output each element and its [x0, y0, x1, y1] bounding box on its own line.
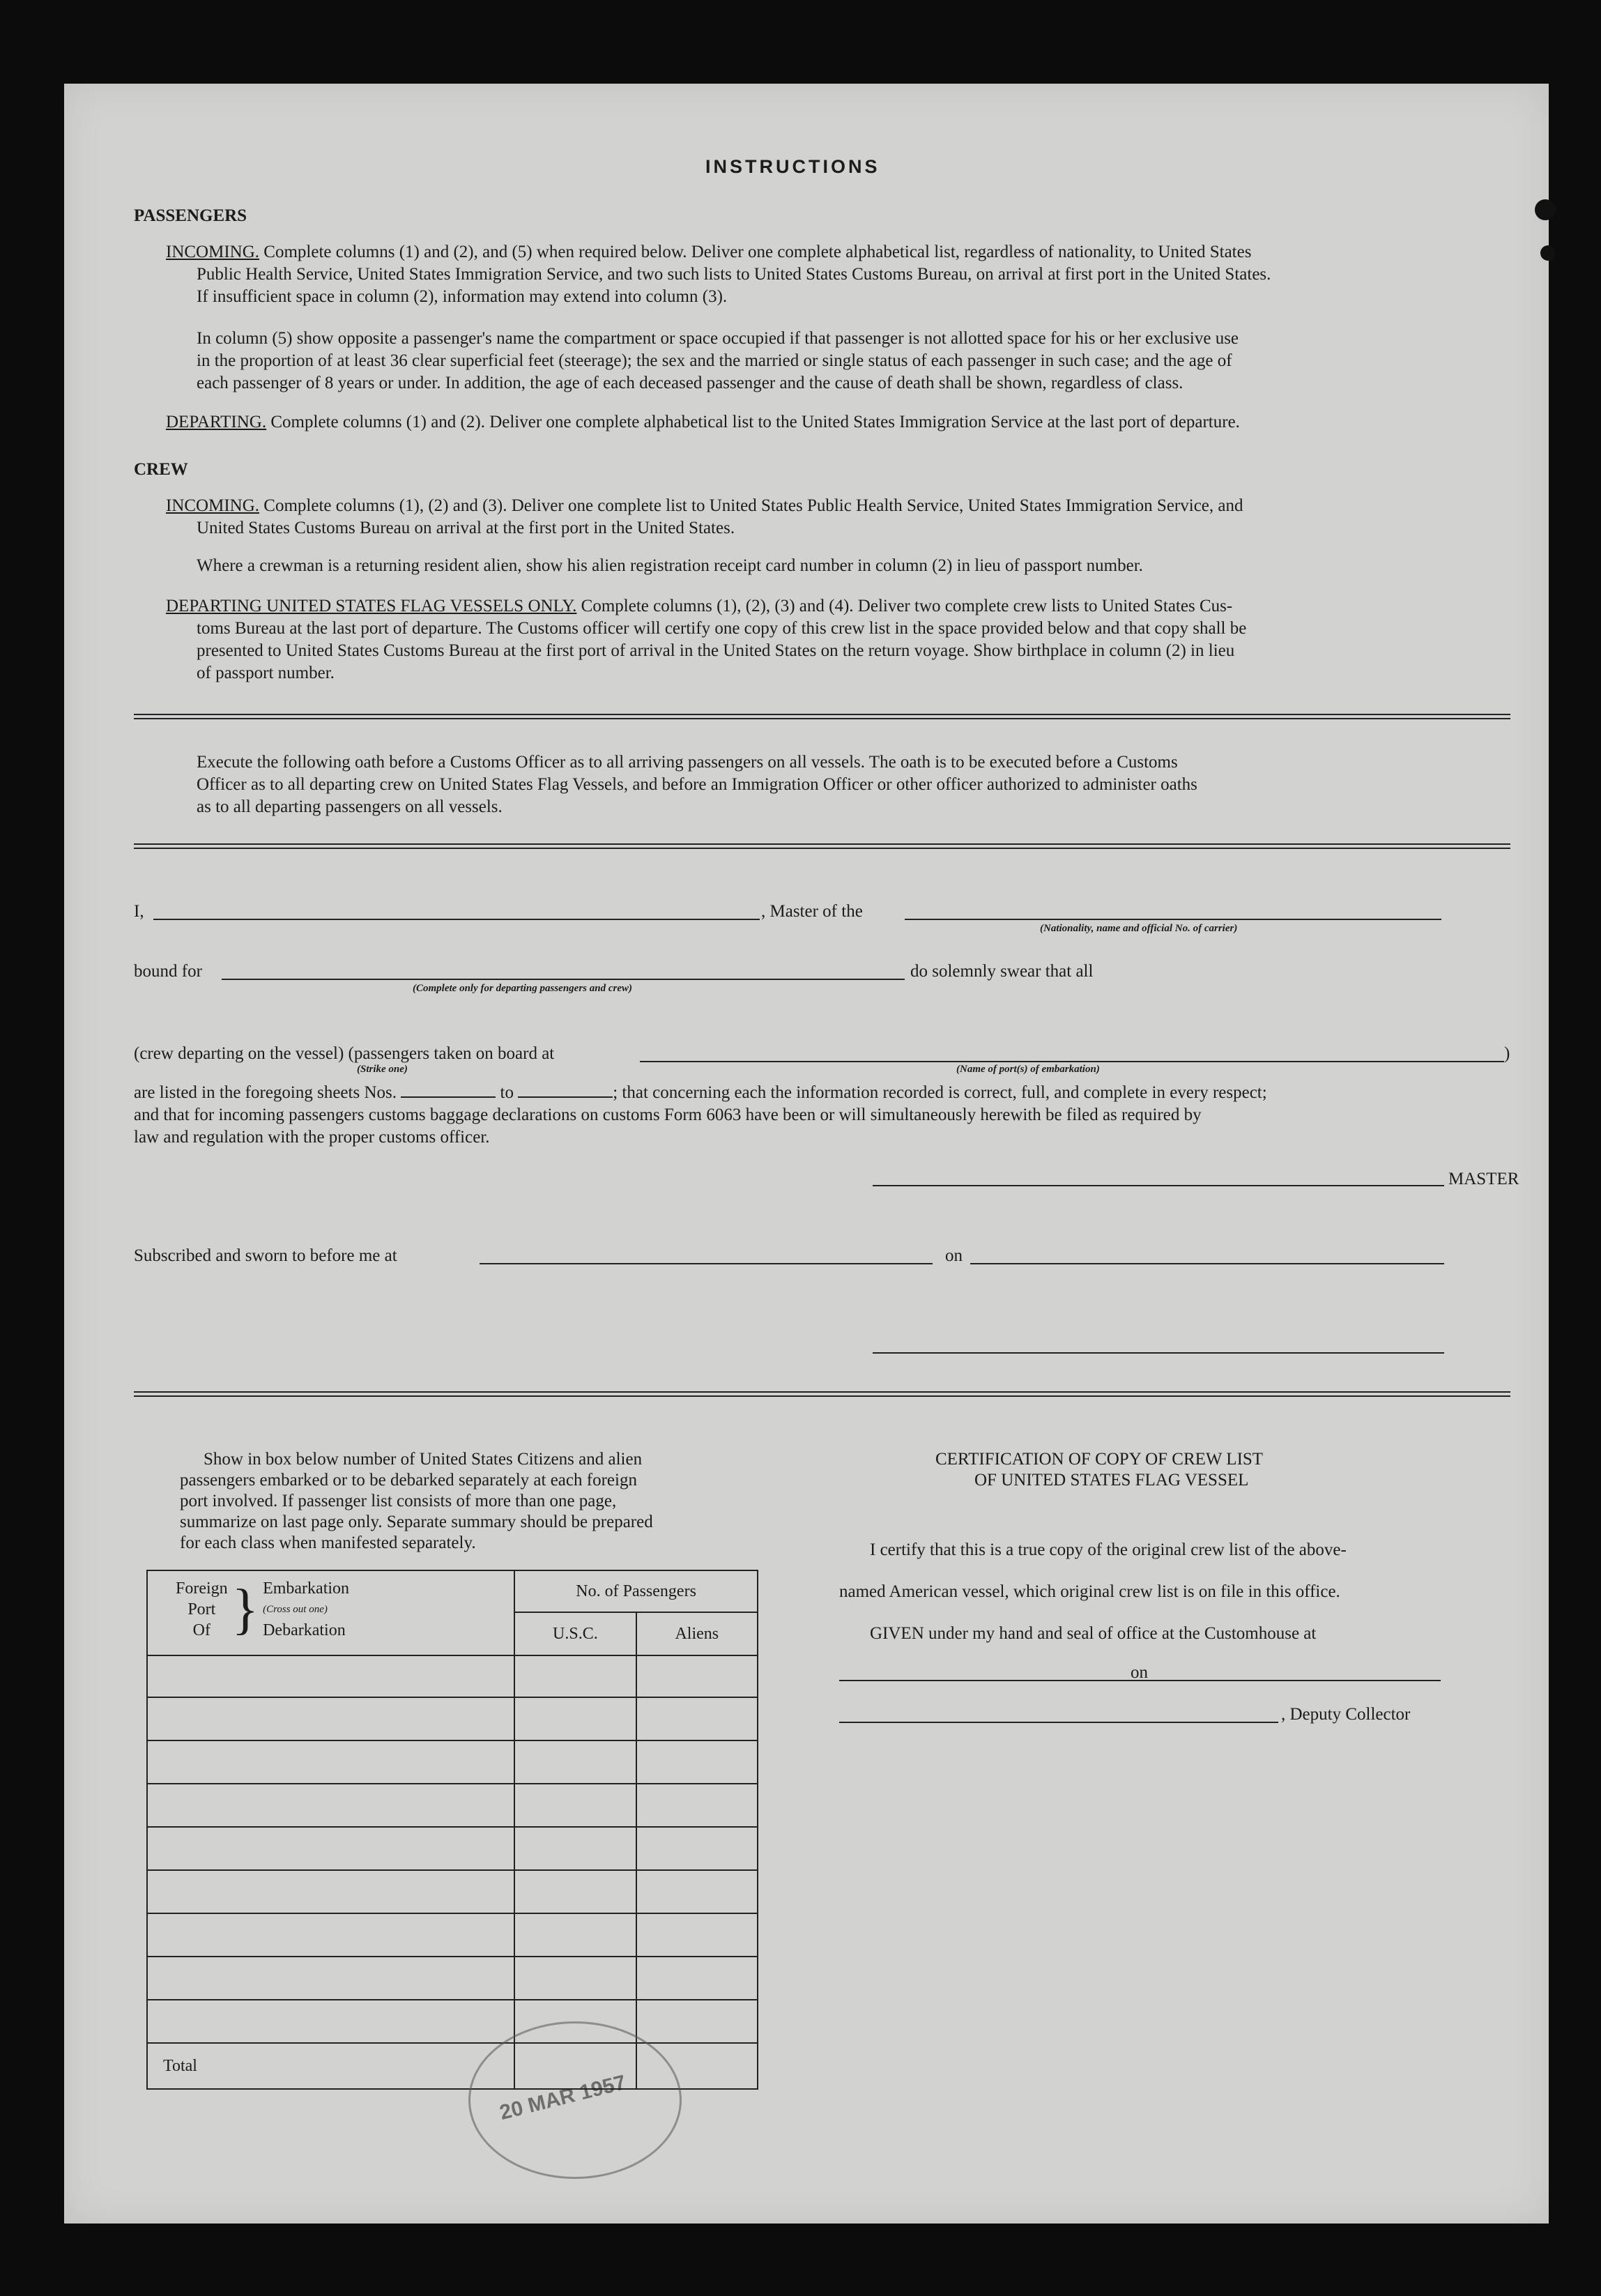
- port-cell[interactable]: [147, 1870, 514, 1913]
- debarkation-label: Debarkation: [263, 1621, 346, 1639]
- certification-on-label: on: [1131, 1663, 1148, 1682]
- divider: [134, 1391, 1510, 1393]
- divider: [134, 848, 1510, 849]
- close-paren: ): [1504, 1044, 1510, 1063]
- table-row: [147, 1870, 758, 1913]
- oath-line2: and that for incoming passengers customs baggage declarations on customs Form 6063 have been or will simultaneously herewith be filed as required by: [134, 1105, 1202, 1124]
- subscribed-place-field[interactable]: [480, 1263, 933, 1264]
- master-signature-field[interactable]: [873, 1185, 1444, 1186]
- port-cell[interactable]: [147, 1957, 514, 2000]
- of-label: Of: [192, 1621, 210, 1639]
- passengers-incoming-line3: If insufficient space in column (2), information may extend into column (3).: [197, 287, 728, 306]
- foreign-label: Foreign: [176, 1579, 228, 1598]
- certification-line1: I certify that this is a true copy of the original crew list of the above-: [870, 1540, 1347, 1559]
- divider: [134, 843, 1510, 845]
- divider: [134, 714, 1510, 715]
- brace-icon: }: [231, 1579, 259, 1640]
- usc-cell[interactable]: [514, 1827, 636, 1870]
- port-cell[interactable]: [147, 2000, 514, 2043]
- passenger-summary-table: [146, 1570, 758, 2090]
- crew-departing-line4: of passport number.: [197, 664, 335, 682]
- port-cell[interactable]: [147, 1913, 514, 1957]
- vessel-field[interactable]: [905, 919, 1441, 920]
- bound-for-field[interactable]: [222, 979, 905, 980]
- table-row: [147, 1913, 758, 1957]
- port-label: Port: [187, 1600, 216, 1618]
- certification-line2: named American vessel, which original crew list is on file in this office.: [839, 1582, 1340, 1601]
- summary-note-line5: for each class when manifested separately.: [180, 1533, 476, 1552]
- usc-cell[interactable]: [514, 1870, 636, 1913]
- divider: [134, 718, 1510, 719]
- usc-cell[interactable]: [514, 1697, 636, 1740]
- master-of-the-label: , Master of the: [761, 902, 863, 921]
- passengers-incoming-line1: [166, 241, 1251, 263]
- passengers-heading: PASSENGERS: [134, 206, 247, 225]
- swear-label: do solemnly swear that all: [910, 962, 1094, 981]
- incoming-label: INCOMING.: [166, 243, 260, 261]
- oath-intro-line2: Officer as to all departing crew on United States Flag Vessels, and before an Immigration Officer or other officer authorized to administer oaths: [197, 775, 1197, 794]
- cross-out-label: (Cross out one): [263, 1604, 328, 1615]
- punch-hole-mark: [1540, 245, 1556, 261]
- aliens-cell[interactable]: [636, 1957, 758, 2000]
- crew-incoming-text: Complete columns (1), (2) and (3). Deliver one complete list to United States Public Health Service, United States Immigration Service, and: [263, 496, 1243, 515]
- embarkation-label: Embarkation: [263, 1579, 350, 1598]
- stamp-date: 20 MAR 1957: [497, 2071, 629, 2125]
- departing-label: DEPARTING.: [166, 413, 267, 431]
- on-label: on: [945, 1246, 963, 1265]
- oath-line3: law and regulation with the proper customs officer.: [134, 1128, 490, 1147]
- table-row: [147, 2000, 758, 2043]
- master-label: MASTER: [1448, 1170, 1519, 1188]
- table-row: [147, 1697, 758, 1740]
- usc-label: U.S.C.: [515, 1613, 636, 1655]
- sheet-from-field[interactable]: [401, 1096, 496, 1098]
- customs-stamp: [468, 2021, 682, 2179]
- passengers-column5-line1: In column (5) show opposite a passenger's name the compartment or space occupied if that passenger is not allotted space for his or her exclusive use: [197, 329, 1239, 348]
- bound-for-label: bound for: [134, 962, 202, 981]
- aliens-cell[interactable]: [636, 1784, 758, 1827]
- summary-note-line3: port involved. If passenger list consists of more than one page,: [180, 1492, 617, 1510]
- usc-cell[interactable]: [514, 1740, 636, 1784]
- aliens-cell[interactable]: [636, 1740, 758, 1784]
- crew-incoming-line1: [166, 495, 1243, 517]
- oath-i-label: I,: [134, 902, 144, 921]
- crew-departing-line2: toms Bureau at the last port of departure. The Customs officer will certify one copy of this crew list in the space provided below and that copy shall be: [197, 619, 1247, 638]
- oath-intro-line1: Execute the following oath before a Customs Officer as to all arriving passengers on all vessels. The oath is to be executed before a Customs: [197, 753, 1178, 772]
- crew-departing-text: Complete columns (1), (2), (3) and (4). Deliver two complete crew lists to United States Cus-: [581, 597, 1233, 615]
- subscribed-date-field[interactable]: [970, 1263, 1444, 1264]
- listed-line: [134, 1082, 1267, 1104]
- passengers-column5-line3: each passenger of 8 years or under. In addition, the age of each deceased passenger and the cause of death shall be shown, regardless of class.: [197, 374, 1183, 392]
- certification-date-field[interactable]: [1158, 1680, 1441, 1681]
- table-row: [147, 1784, 758, 1827]
- usc-cell[interactable]: [514, 1913, 636, 1957]
- port-cell[interactable]: [147, 1655, 514, 1697]
- crew-departing-line3: presented to United States Customs Bureau at the first port of arrival in the United States on the return voyage. Show birthplace in column (2) in lieu: [197, 641, 1235, 660]
- bound-caption: (Complete only for departing passengers and crew): [413, 983, 632, 994]
- subscribed-label: Subscribed and sworn to before me at: [134, 1246, 397, 1265]
- strike-one-caption: (Strike one): [357, 1064, 408, 1075]
- aliens-cell[interactable]: [636, 1697, 758, 1740]
- summary-note-line2: passengers embarked or to be debarked separately at each foreign: [180, 1471, 637, 1490]
- passengers-column5-line2: in the proportion of at least 36 clear superficial feet (steerage); the sex and the married or single status of each passenger in such case; and the age of: [197, 351, 1232, 370]
- aliens-cell[interactable]: [636, 1655, 758, 1697]
- certification-title-line1: CERTIFICATION OF COPY OF CREW LIST: [935, 1450, 1264, 1469]
- crew-departing-label: (crew departing on the vessel) (passengers taken on board at: [134, 1044, 555, 1063]
- master-name-field[interactable]: [153, 919, 760, 920]
- punch-hole-mark: [1535, 199, 1556, 220]
- port-caption: (Name of port(s) of embarkation): [956, 1064, 1100, 1075]
- summary-note-line1: Show in box below number of United States Citizens and alien: [204, 1450, 643, 1469]
- table-row: [147, 1740, 758, 1784]
- incoming-text: Complete columns (1) and (2), and (5) when required below. Deliver one complete alphabetical list, regardless of nationality, to United States: [263, 243, 1252, 261]
- officer-signature-field[interactable]: [873, 1352, 1444, 1354]
- passengers-departing: [166, 411, 1240, 434]
- aliens-cell[interactable]: [636, 1870, 758, 1913]
- port-cell[interactable]: [147, 1697, 514, 1740]
- crew-departing-line1: [166, 595, 1232, 618]
- aliens-label: Aliens: [675, 1625, 719, 1643]
- table-row: [147, 1655, 758, 1697]
- table-row: [147, 1827, 758, 1870]
- no-of-passengers-label: No. of Passengers: [515, 1571, 757, 1613]
- departing-text: Complete columns (1) and (2). Deliver one complete alphabetical list to the United States Immigration Service at the last port of departure.: [270, 413, 1240, 431]
- given-line: GIVEN under my hand and seal of office at the Customhouse at: [870, 1624, 1317, 1643]
- table-row: [147, 1957, 758, 2000]
- listed-text: ; that concerning each the information recorded is correct, full, and complete in every respect;: [613, 1083, 1267, 1102]
- crew-incoming-label: INCOMING.: [166, 496, 260, 515]
- port-cell[interactable]: [147, 1740, 514, 1784]
- form-page: [64, 84, 1549, 2224]
- crew-resident-note: Where a crewman is a returning resident alien, show his alien registration receipt card number in column (2) in lieu of passport number.: [197, 556, 1143, 575]
- port-header: [147, 1570, 514, 1655]
- port-cell[interactable]: [147, 1784, 514, 1827]
- deputy-collector-label: , Deputy Collector: [1281, 1705, 1411, 1724]
- aliens-cell[interactable]: [636, 2000, 758, 2043]
- usc-cell[interactable]: [514, 1957, 636, 2000]
- page-title: INSTRUCTIONS: [705, 156, 880, 177]
- certification-title-line2: OF UNITED STATES FLAG VESSEL: [974, 1471, 1249, 1490]
- aliens-cell[interactable]: [636, 1913, 758, 1957]
- embarkation-port-field[interactable]: [640, 1061, 1504, 1062]
- usc-cell[interactable]: [514, 1655, 636, 1697]
- aliens-cell[interactable]: [636, 1827, 758, 1870]
- port-cell[interactable]: [147, 1827, 514, 1870]
- summary-note-line4: summarize on last page only. Separate summary should be prepared: [180, 1513, 653, 1531]
- listed-label: are listed in the foregoing sheets Nos.: [134, 1083, 397, 1102]
- crew-incoming-line2: United States Customs Bureau on arrival at the first port in the United States.: [197, 519, 735, 537]
- usc-cell[interactable]: [514, 1784, 636, 1827]
- nationality-caption: (Nationality, name and official No. of carrier): [1040, 923, 1238, 934]
- passengers-header: [514, 1570, 758, 1655]
- crew-departing-label: DEPARTING UNITED STATES FLAG VESSELS ONLY.: [166, 597, 577, 615]
- passengers-incoming-line2: Public Health Service, United States Immigration Service, and two such lists to United States Customs Bureau, on arrival at first port in the United States.: [197, 265, 1271, 284]
- crew-heading: CREW: [134, 460, 188, 479]
- oath-intro-line3: as to all departing passengers on all vessels.: [197, 797, 503, 816]
- total-label: Total: [147, 2043, 514, 2089]
- to-label: to: [500, 1083, 514, 1102]
- divider: [134, 1395, 1510, 1397]
- sheet-to-field[interactable]: [518, 1096, 613, 1098]
- deputy-signature-field[interactable]: [839, 1722, 1278, 1723]
